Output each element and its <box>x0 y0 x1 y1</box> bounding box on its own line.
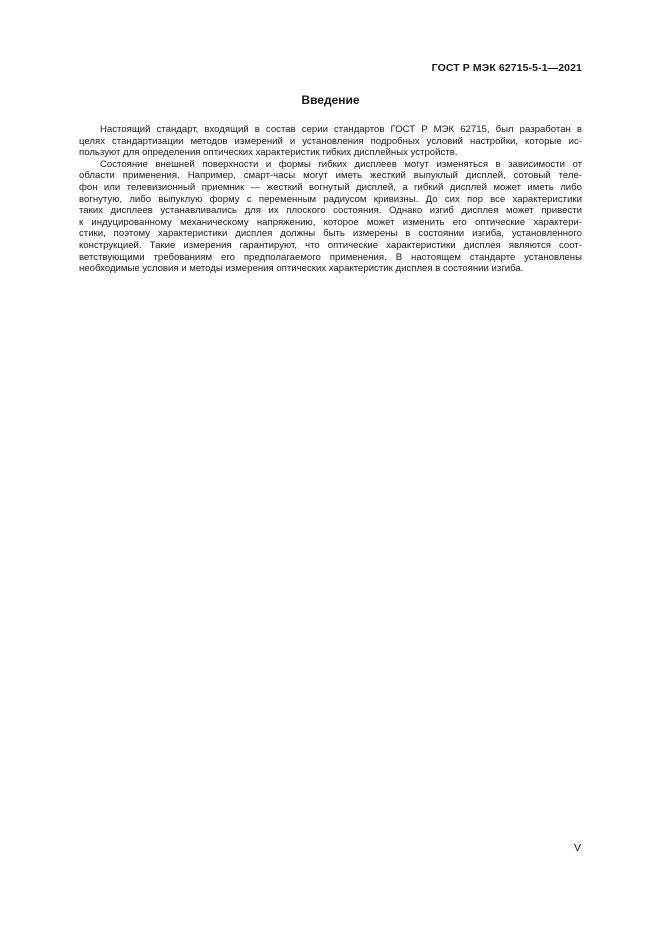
text-line: Настоящий стандарт, входящий в состав серии стандартов ГОСТ Р МЭК 62715, был разработан в <box>100 124 582 135</box>
text-line: к индуцированному механическому напряжению, которое может изменить его оптические характери- <box>79 216 582 228</box>
paragraph-1 <box>79 124 582 159</box>
text-line: таких дисплеев устанавливались для их плоского состояния. Однако изгиб дисплея может привести <box>79 205 582 217</box>
text-line: ветствующими требованиям его предполагаемого применения. В настоящем стандарте установлены <box>79 251 582 263</box>
text-line: вогнутую, либо выпуклую форму с переменным радиусом кривизны. До сих пор все характеристики <box>79 193 582 205</box>
text-line: стики, поэтому характеристики дисплея должны быть измерены в состоянии изгиба, установленного <box>79 228 582 240</box>
text-line: необходимые условия и методы измерения оптических характеристик дисплея в состоянии изгиба. <box>79 263 524 275</box>
document-code: ГОСТ Р МЭК 62715-5-1—2021 <box>431 62 582 74</box>
page-number: V <box>573 842 581 854</box>
text-line: целях стандартизации методов измерений и установления подробных условий настройки, которые ис- <box>79 135 582 147</box>
text-line: конструкцией. Такие измерения гарантируют, что оптические характеристики дисплея являются соот- <box>79 239 582 251</box>
section-title: Введение <box>301 93 360 107</box>
paragraph-2 <box>79 159 582 275</box>
text-line: Состояние внешней поверхности и формы гибких дисплеев могут изменяться в зависимости от <box>100 158 582 170</box>
text-line: области применения. Например, смарт-часы могут иметь жесткий выпуклый дисплей, сотовый теле- <box>79 170 582 182</box>
text-line: пользуют для определения оптических характеристик гибких дисплейных устройств. <box>79 147 458 159</box>
body-text <box>79 124 582 275</box>
text-line: фон или телевизионный приемник — жесткий вогнутый дисплей, а гибкий дисплей может иметь либо <box>79 181 582 193</box>
